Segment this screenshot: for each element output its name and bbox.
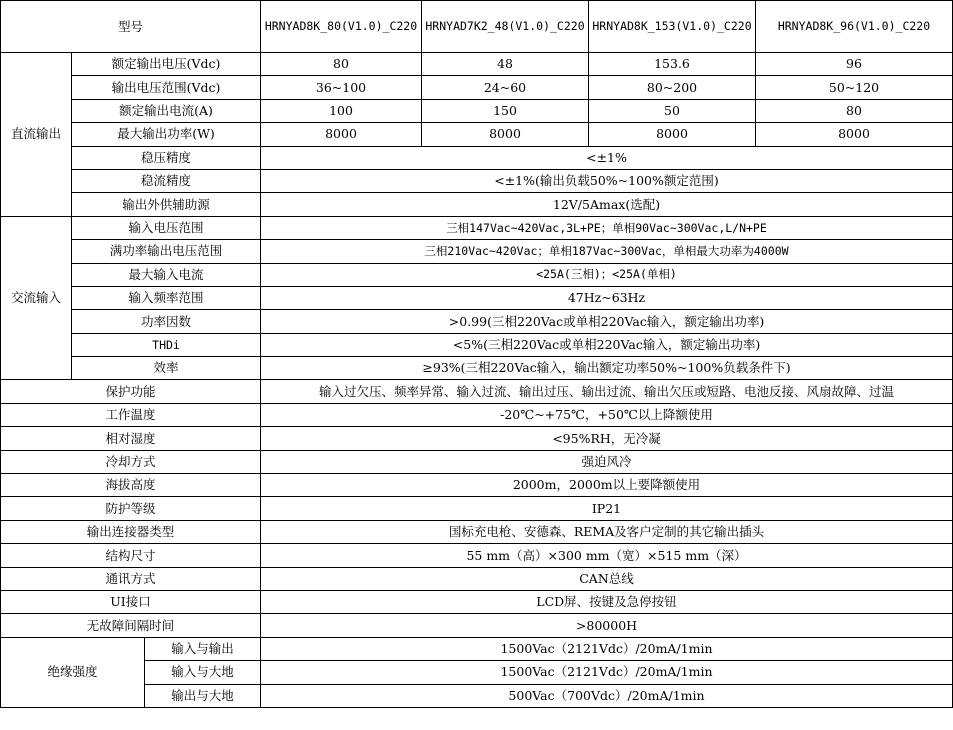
row-label: 通讯方式 [1,567,261,590]
row-label: 满功率输出电压范围 [72,240,261,263]
row-label: 最大输入电流 [72,263,261,286]
cell-value: 输入过欠压、频率异常、输入过流、输出过压、输出过流、输出欠压或短路、电池反接、风扇故障、过温 [261,380,953,403]
table-row [1,146,953,169]
cell-value: 500Vac（700Vdc）/20mA/1min [261,684,953,707]
cell-value: 153.6 [589,53,756,76]
cell-value: IP21 [261,497,953,520]
header-row [1,1,953,53]
cell-value: 150 [422,99,589,122]
row-label: 保护功能 [1,380,261,403]
table-row [1,169,953,192]
cell-value: ≥93%(三相220Vac输入，输出额定功率50%~100%负载条件下) [261,357,953,380]
row-label: 稳压精度 [72,146,261,169]
row-label: 工作温度 [1,403,261,426]
cell-value: 80~200 [589,76,756,99]
row-label: 输入与大地 [145,661,261,684]
cell-value: <95%RH，无冷凝 [261,427,953,450]
table-row [1,380,953,403]
table-row [1,637,953,660]
row-label: THDi [72,333,261,356]
table-row [1,53,953,76]
dc-output-group-label: 直流输出 [1,53,72,217]
row-label: 海拔高度 [1,474,261,497]
table-row [1,614,953,637]
table-row [1,474,953,497]
cell-value: <5%(三相220Vac或单相220Vac输入，额定输出功率) [261,333,953,356]
row-label: 效率 [72,357,261,380]
cell-value: 国标充电枪、安德森、REMA及客户定制的其它输出插头 [261,520,953,543]
table-row [1,427,953,450]
model-name: HRNYAD8K_96(V1.0)_C220 [756,1,953,53]
model-name: HRNYAD7K2_48(V1.0)_C220 [422,1,589,53]
cell-value: -20℃~+75℃，+50℃以上降额使用 [261,403,953,426]
ac-input-group-label: 交流输入 [1,216,72,380]
cell-value: <±1% [261,146,953,169]
cell-value: 50 [589,99,756,122]
cell-value: 48 [422,53,589,76]
cell-value: 24~60 [422,76,589,99]
cell-value: 2000m，2000m以上要降额使用 [261,474,953,497]
table-row [1,567,953,590]
table-row [1,450,953,473]
row-label: 防护等级 [1,497,261,520]
cell-value: 8000 [261,123,422,146]
cell-value: >0.99(三相220Vac或单相220Vac输入，额定输出功率) [261,310,953,333]
row-label: 输入与输出 [145,637,261,660]
row-label: UI接口 [1,590,261,613]
table-row [1,123,953,146]
row-label: 输入频率范围 [72,286,261,309]
cell-value: 8000 [422,123,589,146]
cell-value: 三相210Vac~420Vac；单相187Vac~300Vac，单相最大功率为4000W [261,240,953,263]
cell-value: 55 mm（高）×300 mm（宽）×515 mm（深） [261,544,953,567]
cell-value: >80000H [261,614,953,637]
row-label: 相对湿度 [1,427,261,450]
table-row [1,544,953,567]
cell-value: 强迫风冷 [261,450,953,473]
row-label: 输出与大地 [145,684,261,707]
cell-value: 8000 [756,123,953,146]
table-row [1,497,953,520]
table-row [1,286,953,309]
cell-value: 96 [756,53,953,76]
row-label: 输入电压范围 [72,216,261,239]
row-label: 额定输出电流(A) [72,99,261,122]
row-label: 最大输出功率(W) [72,123,261,146]
insulation-group-label: 绝缘强度 [1,637,145,707]
cell-value: 8000 [589,123,756,146]
cell-value: 47Hz~63Hz [261,286,953,309]
row-label: 功率因数 [72,310,261,333]
cell-value: 1500Vac（2121Vdc）/20mA/1min [261,661,953,684]
table-row [1,76,953,99]
model-name: HRNYAD8K_153(V1.0)_C220 [589,1,756,53]
row-label: 输出外供辅助源 [72,193,261,216]
table-row [1,520,953,543]
cell-value: 1500Vac（2121Vdc）/20mA/1min [261,637,953,660]
cell-value: 36~100 [261,76,422,99]
table-row [1,193,953,216]
cell-value: 12V/5Amax(选配) [261,193,953,216]
model-name: HRNYAD8K_80(V1.0)_C220 [261,1,422,53]
row-label: 稳流精度 [72,169,261,192]
row-label: 输出连接器类型 [1,520,261,543]
cell-value: 80 [261,53,422,76]
row-label: 无故障间隔时间 [1,614,261,637]
cell-value: 50~120 [756,76,953,99]
cell-value: <±1%(输出负载50%~100%额定范围) [261,169,953,192]
row-label: 冷却方式 [1,450,261,473]
table-row [1,240,953,263]
table-row [1,333,953,356]
table-row [1,99,953,122]
table-row [1,310,953,333]
model-label: 型号 [1,1,261,53]
table-row [1,403,953,426]
cell-value: LCD屏、按键及急停按钮 [261,590,953,613]
table-row [1,590,953,613]
row-label: 输出电压范围(Vdc) [72,76,261,99]
cell-value: 三相147Vac~420Vac,3L+PE；单相90Vac~300Vac,L/N+PE [261,216,953,239]
table-row [1,216,953,239]
cell-value: <25A(三相)；<25A(单相) [261,263,953,286]
table-row [1,263,953,286]
row-label: 额定输出电压(Vdc) [72,53,261,76]
row-label: 结构尺寸 [1,544,261,567]
cell-value: 80 [756,99,953,122]
cell-value: 100 [261,99,422,122]
table-row [1,357,953,380]
cell-value: CAN总线 [261,567,953,590]
